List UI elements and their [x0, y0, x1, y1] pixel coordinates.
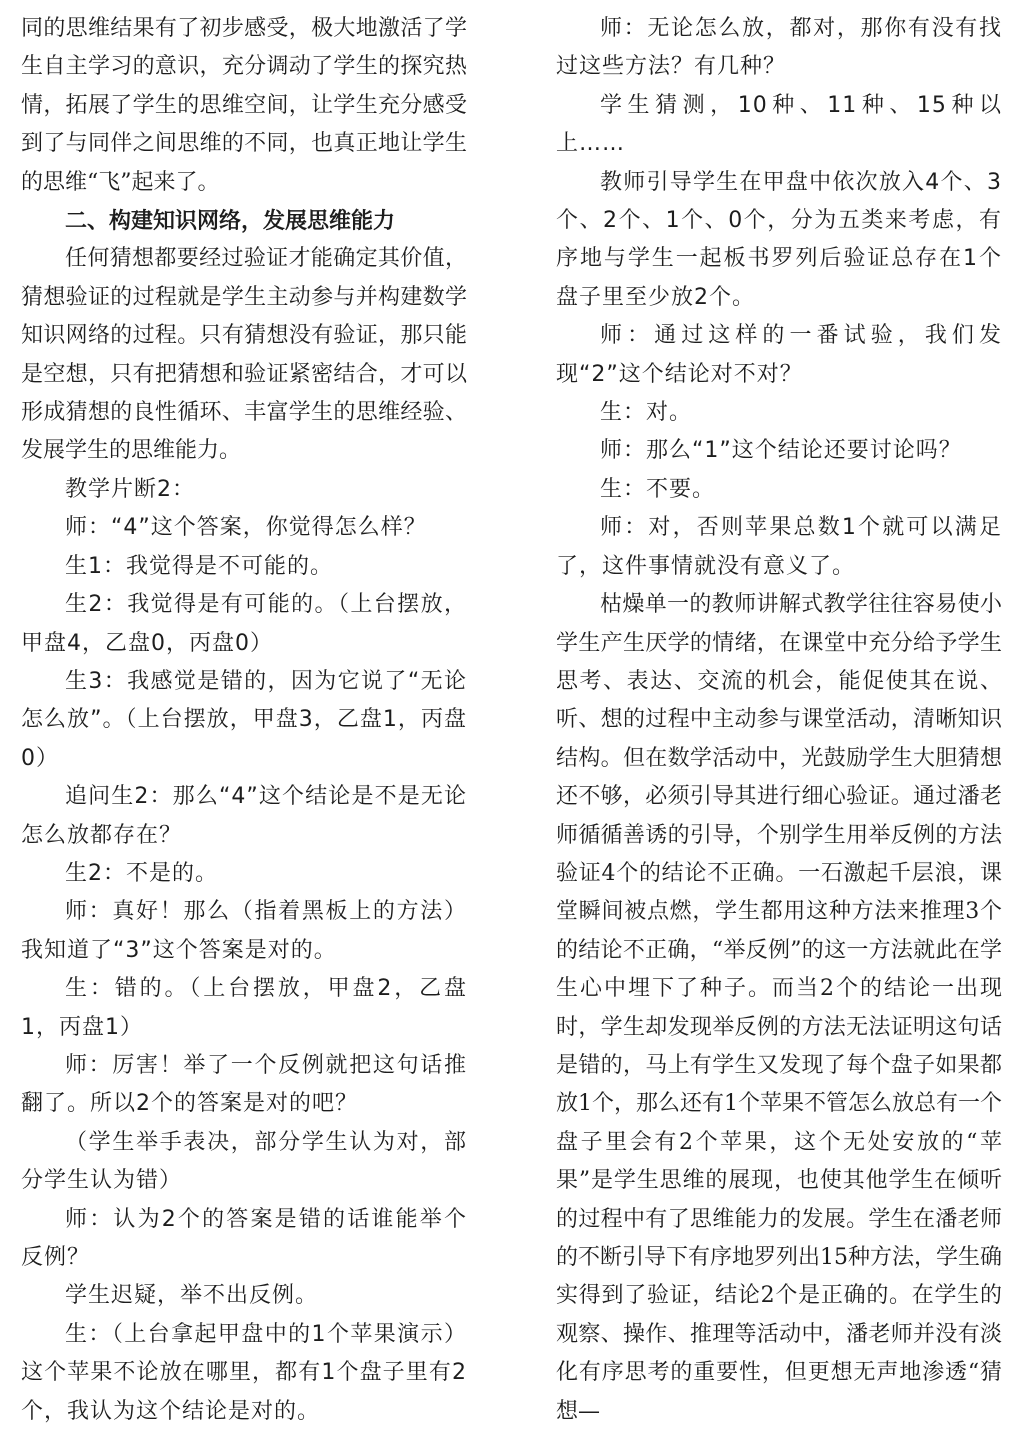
right-column: [556, 10, 1002, 1431]
dialog-line: 师：真好！那么（指着黑板上的方法）我知道了“3”这个答案是对的。: [21, 899, 467, 963]
dialog-line: 师：认为2个的答案是错的话谁能举个反例？: [21, 1206, 467, 1270]
dialog-line: 生：对。: [600, 400, 693, 426]
dialog-line: 生：（上台拿起甲盘中的1个苹果演示）这个苹果不论放在哪里，都有1个盘子里有2个，我认为这个结论是对的。: [21, 1321, 467, 1424]
dialog-line: 师：通过这样的一番试验，我们发现“2”这个结论对不对？: [556, 323, 1002, 387]
episode-label: 教学片断2：: [65, 476, 195, 502]
paragraph: 枯燥单一的教师讲解式教学往往容易使小学生产生厌学的情绪，在课堂中充分给予学生思考、表达、交流的机会，能促使其在说、听、想的过程中主动参与课堂活动，清晰知识结构。但在数学活动中，光鼓励学生大胆猜想还不够，必须引导其进行细心验证。通过潘老师循循善诱的引导，个别学生用举反例的方法验证4个的结论不正确。一石激起千层浪，课堂瞬间被点燃，学生都用这种方法来推理3个的结论不正确，“举反例”的这一方法就此在学生心中埋下了种子。而当2个的结论一出现时，学生却发现举反例的方法无法证明这句话是错的，马上有学生又发现了每个盘子如果都放1个，那么还有1个苹果不管怎么放总有一个盘子里会有2个苹果，这个无处安放的“苹果”是学生思维的展现，也使其他学生在倾听的过程中有了思维能力的发展。学生在潘老师的不断引导下有序地罗列出15种方法，学生确实得到了验证，结论2个是正确的。在学生的观察、操作、推理等活动中，潘老师并没有淡化有序思考的重要性，但更想无声地渗透“猜想—: [556, 592, 1002, 1424]
dialog-line: 生：错的。（上台摆放，甲盘2，乙盘1，丙盘1）: [21, 976, 467, 1040]
dialog-line: 追问生2：那么“4”这个结论是不是无论怎么放都存在？: [21, 784, 467, 848]
dialog-line: 师：厉害！举了一个反例就把这句话推翻了。所以2个的答案是对的吧？: [21, 1052, 467, 1117]
section-heading: 二、构建知识网络，发展思维能力: [65, 208, 396, 235]
paragraph-continued: 同的思维结果有了初步感受，极大地激活了学生自主学习的意识，充分调动了学生的探究热情，拓展了学生的思维空间，让学生充分感受到了与同伴之间思维的不同，也真正地让学生的思维“飞”起来了。: [21, 16, 467, 195]
dialog-line: 学生猜测，10种、11种、15种以上……: [556, 92, 1002, 157]
dialog-line: （学生举手表决，部分学生认为对，部分学生认为错）: [21, 1129, 467, 1194]
dialog-line: 学生迟疑，举不出反例。: [65, 1283, 319, 1309]
left-column: [21, 10, 467, 1431]
dialog-line: 师：“4”这个答案，你觉得怎么样？: [65, 515, 427, 541]
dialog-line: 师：无论怎么放，都对，那你有没有找过这些方法？有几种？: [556, 16, 1002, 80]
paragraph: 任何猜想都要经过验证才能确定其价值，猜想验证的过程就是学生主动参与并构建数学知识网络的过程。只有猜想没有验证，那只能是空想，只有把猜想和验证紧密结合，才可以形成猜想的良性循环、丰富学生的思维经验、发展学生的思维能力。: [21, 246, 467, 464]
dialog-line: 生：不要。: [600, 476, 716, 502]
dialog-line: 教师引导学生在甲盘中依次放入4个、3个、2个、1个、0个，分为五类来考虑，有序地与学生一起板书罗列后验证总存在1个盘子里至少放2个。: [556, 169, 1002, 310]
dialog-line: 生2：不是的。: [65, 860, 218, 886]
dialog-line: 生3：我感觉是错的，因为它说了“无论怎么放”。（上台摆放，甲盘3，乙盘1，丙盘0）: [21, 668, 467, 771]
dialog-line: 师：那么“1”这个结论还要讨论吗？: [600, 438, 962, 464]
dialog-line: 师：对，否则苹果总数1个就可以满足了，这件事情就没有意义了。: [556, 515, 1002, 579]
dialog-line: 生2：我觉得是有可能的。（上台摆放，甲盘4，乙盘0，丙盘0）: [21, 592, 467, 656]
dialog-line: 生1：我觉得是不可能的。: [65, 553, 333, 579]
